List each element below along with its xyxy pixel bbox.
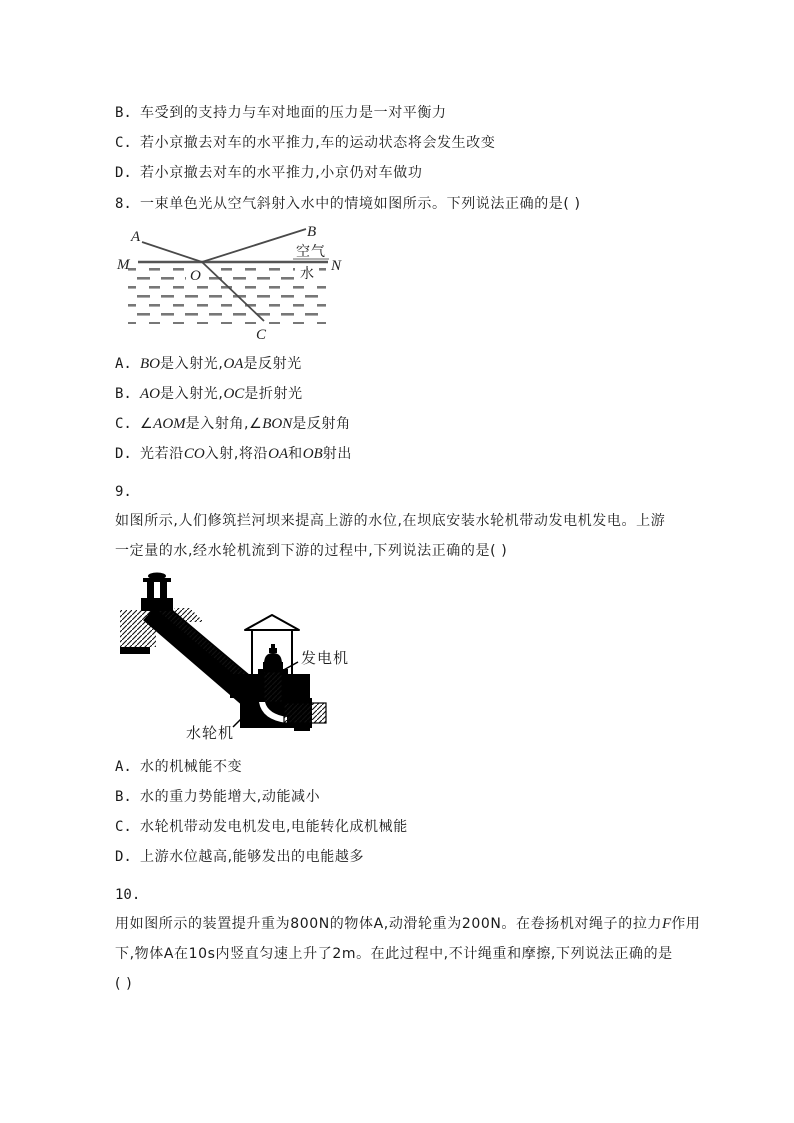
q10-stem-line1 <box>115 915 700 933</box>
fig8-label-C: C <box>256 327 267 343</box>
q9-number <box>115 483 132 501</box>
q9-option-b <box>115 788 320 806</box>
q7-option-c <box>115 134 495 152</box>
q9-option-d <box>115 848 364 866</box>
tailrace-ground <box>294 723 310 731</box>
option-letter: B. <box>115 789 132 805</box>
q8-stem <box>115 195 581 213</box>
option-letter: D. <box>115 446 132 462</box>
fig8-label-air: 空气 <box>296 244 326 260</box>
powerhouse-roof <box>245 615 299 630</box>
option-text: 上游水位越高,能够发出的电能越多 <box>140 849 365 865</box>
q7-option-d <box>115 164 422 182</box>
fig9-label-turbine: 水轮机 <box>186 724 235 742</box>
question-number: 9. <box>115 484 132 500</box>
option-text: 若小京撤去对车的水平推力,小京仍对车做功 <box>140 165 423 181</box>
question-number: 8. <box>115 196 132 212</box>
question-text: 下,物体A在10s内竖直匀速上升了2m。在此过程中,不计绳重和摩擦,下列说法正确的是 <box>115 946 673 962</box>
question-text: ( ) <box>115 976 133 992</box>
intake-tower-post <box>160 582 167 599</box>
fig9-label-generator: 发电机 <box>301 649 350 667</box>
option-text: 水的机械能不变 <box>140 759 243 775</box>
fig8-label-N: N <box>331 258 342 274</box>
question-number: 10. <box>115 887 141 903</box>
ray-OB <box>202 229 306 262</box>
fig8-label-A: A <box>131 229 141 245</box>
question-text: 一定量的水,经水轮机流到下游的过程中,下列说法正确的是( ) <box>115 543 508 559</box>
q9-stem-line2 <box>115 542 507 560</box>
option-letter: A. <box>115 356 132 372</box>
option-letter: C. <box>115 135 132 151</box>
option-text: 光若沿CO入射,将沿OA和OB射出 <box>140 446 352 462</box>
q10-stem-line3 <box>115 975 132 993</box>
question-text: 如图所示,人们修筑拦河坝来提高上游的水位,在坝底安装水轮机带动发电机发电。上游 <box>115 513 666 529</box>
q8-option-a <box>115 355 302 373</box>
option-letter: D. <box>115 849 132 865</box>
option-letter: D. <box>115 165 132 181</box>
intake-tower-bar <box>143 578 171 582</box>
q9-option-a <box>115 758 242 776</box>
option-letter: A. <box>115 759 132 775</box>
reservoir-ground <box>120 647 150 654</box>
option-text: 若小京撤去对车的水平推力,车的运动状态将会发生改变 <box>140 135 496 151</box>
option-text: 水轮机带动发电机发电,电能转化成机械能 <box>140 819 408 835</box>
dam-figure <box>112 570 357 745</box>
fig8-label-M: M <box>117 257 130 273</box>
fig8-label-water: 水 <box>300 266 315 282</box>
option-text: ∠AOM是入射角,∠BON是反射角 <box>140 416 351 432</box>
option-text: 车受到的支持力与车对地面的压力是一对平衡力 <box>140 105 447 121</box>
q9-option-c <box>115 818 408 836</box>
q7-option-b <box>115 104 447 122</box>
intake-tower-base <box>141 598 173 611</box>
option-letter: C. <box>115 819 132 835</box>
option-text: 水的重力势能增大,动能减小 <box>140 789 321 805</box>
option-text: BO是入射光,OA是反射光 <box>140 356 302 372</box>
option-letter: B. <box>115 105 132 121</box>
turbine-water-column <box>264 672 282 702</box>
fig8-label-O: O <box>190 268 201 284</box>
fig8-label-B: B <box>307 224 317 240</box>
intake-tower-post <box>147 582 154 599</box>
question-text: 一束单色光从空气斜射入水中的情境如图所示。下列说法正确的是( ) <box>140 196 581 212</box>
ray-AO <box>142 242 202 262</box>
q8-option-b <box>115 385 303 403</box>
question-text: 用如图所示的装置提升重为800N的物体A,动滑轮重为200N。在卷扬机对绳子的拉力F作用 <box>115 916 701 932</box>
option-text: AO是入射光,OC是折射光 <box>140 386 303 402</box>
q10-number <box>115 886 140 904</box>
refraction-figure <box>112 220 352 348</box>
tailrace-water <box>284 703 326 723</box>
q8-option-c <box>115 415 351 433</box>
option-letter: C. <box>115 416 132 432</box>
q8-option-d <box>115 445 352 463</box>
option-letter: B. <box>115 386 132 402</box>
q9-stem-line1 <box>115 512 665 530</box>
q10-stem-line2 <box>115 945 673 963</box>
